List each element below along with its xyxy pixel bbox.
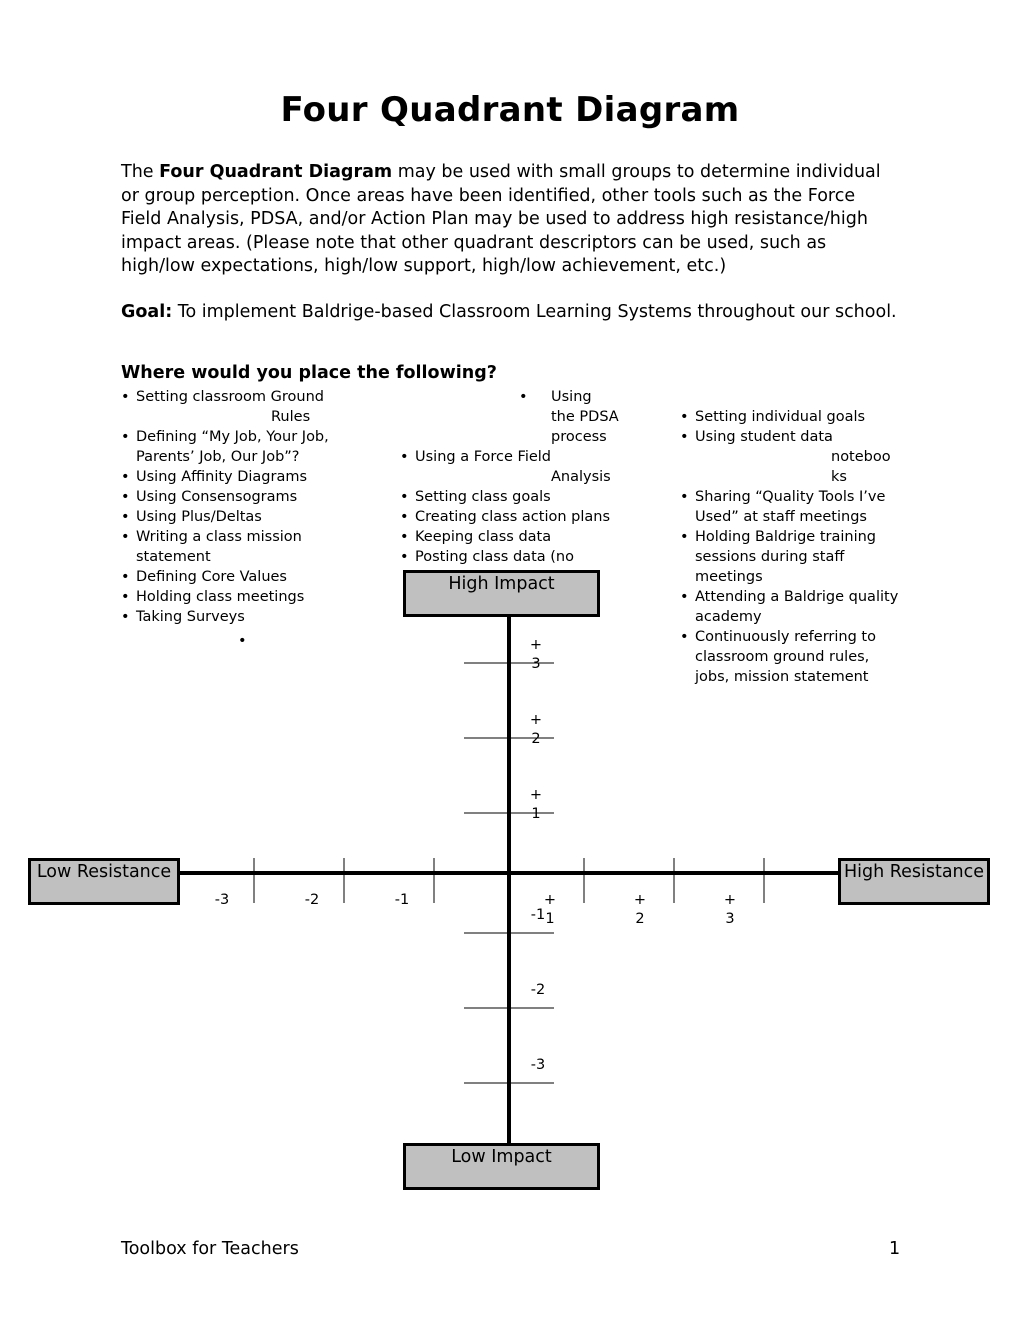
goal-label: Goal: — [121, 302, 173, 322]
list-item: • Using Plus/Deltas — [121, 509, 262, 525]
high-impact-box: High Impact — [403, 570, 600, 617]
list-item: • Attending a Baldrige quality academy — [680, 589, 899, 625]
list-item: • Using Consensograms — [121, 489, 298, 505]
bullet-icon: • — [680, 589, 689, 605]
page-title: Four Quadrant Diagram — [280, 90, 740, 130]
list-item: ks — [831, 469, 847, 485]
list-item: • Using Affinity Diagrams — [121, 469, 308, 485]
list-item: • Creating class action plans — [400, 509, 610, 525]
x-tick-label: + 3 — [723, 892, 737, 927]
list-item: • Taking Surveys — [121, 609, 245, 625]
bullet-icon: • — [121, 529, 130, 545]
bullet-icon: • — [680, 529, 689, 545]
x-tick-label: + 2 — [633, 892, 647, 927]
bullet-icon: • — [121, 509, 130, 525]
intro-prefix: The — [121, 162, 160, 182]
list-item: • Setting class goals — [400, 489, 551, 505]
list-item: • Holding Baldrige training sessions during staff meetings — [680, 529, 877, 585]
list-item: • Writing a class mission statement — [121, 529, 302, 565]
bullet-icon: • — [680, 629, 689, 645]
pdsa-item: Using the PDSA process — [551, 389, 619, 445]
list-item: • Using a Force Field — [400, 449, 552, 465]
intro-bold-term: Four Quadrant Diagram — [159, 162, 393, 182]
bullet-icon: • — [400, 509, 409, 525]
bullet-icon: • — [121, 609, 130, 625]
goal-text: To implement Baldrige-based Classroom Learning Systems throughout our school. — [172, 302, 897, 322]
list-item: • Using student data — [680, 429, 833, 445]
x-tick-label: -1 — [394, 892, 410, 908]
bullet-icon: • — [121, 589, 130, 605]
footer-title: Toolbox for Teachers — [121, 1239, 299, 1259]
y-tick-label: + 3 — [529, 637, 543, 672]
y-tick-label: -1 — [530, 907, 546, 923]
y-tick-label: + 2 — [529, 712, 543, 747]
question-heading: Where would you place the following? — [121, 363, 497, 383]
x-tick-label: -2 — [304, 892, 320, 908]
low-resistance-box: Low Resistance — [28, 858, 180, 905]
bullet-icon: • — [121, 489, 130, 505]
bullet-icon: • — [680, 409, 689, 425]
list-item: • Holding class meetings — [121, 589, 305, 605]
y-tick-label: -2 — [530, 982, 546, 998]
y-tick-label: + 1 — [529, 787, 543, 822]
bullet-icon: • — [121, 469, 130, 485]
bullet-icon: • — [680, 489, 689, 505]
high-resistance-box: High Resistance — [838, 858, 990, 905]
list-item: • Setting individual goals — [680, 409, 866, 425]
bullet-icon: • — [519, 389, 528, 405]
list-item: noteboo — [831, 449, 891, 465]
page-number: 1 — [889, 1239, 901, 1259]
bullet-icon: • — [400, 549, 409, 565]
bullet-icon: • — [121, 389, 130, 405]
bullet-icon: • — [400, 489, 409, 505]
bullet-icon: • — [121, 569, 130, 585]
low-impact-box: Low Impact — [403, 1143, 600, 1190]
list-item: • Defining “My Job, Your Job, Parents’ Job, Our Job”? — [121, 429, 329, 465]
intro-text: may be used with small groups to determine individual or group perception. Once areas have been identified, other tools such as the Force Field Analysis, PDSA, and/or Action Plan may be used to address high resistance/high impact areas. (Please note that other quadrant descriptors can be used, such as high/low expectations, high/low support, high/low achievement, etc.) — [121, 162, 881, 276]
list-item: • Posting class data (no — [400, 549, 574, 565]
list-item: • Continuously referring to classroom ground rules, jobs, mission statement — [680, 629, 876, 685]
x-tick-label: -3 — [214, 892, 230, 908]
list-item: • Sharing “Quality Tools I’ve Used” at staff meetings — [680, 489, 886, 525]
y-tick-label: -3 — [530, 1057, 546, 1073]
bullet-icon: • — [400, 449, 409, 465]
list-item: Analysis — [551, 469, 611, 485]
list-item: • Keeping class data — [400, 529, 552, 545]
x-tick-label: + 1 — [543, 892, 557, 927]
list-item: • Setting classroom Ground — [121, 389, 324, 405]
list-item: • Defining Core Values — [121, 569, 287, 585]
bullet-icon: • — [121, 429, 130, 445]
list-item: Rules — [271, 409, 311, 425]
empty-bullet-icon: • — [238, 633, 247, 649]
bullet-icon: • — [680, 429, 689, 445]
bullet-icon: • — [400, 529, 409, 545]
